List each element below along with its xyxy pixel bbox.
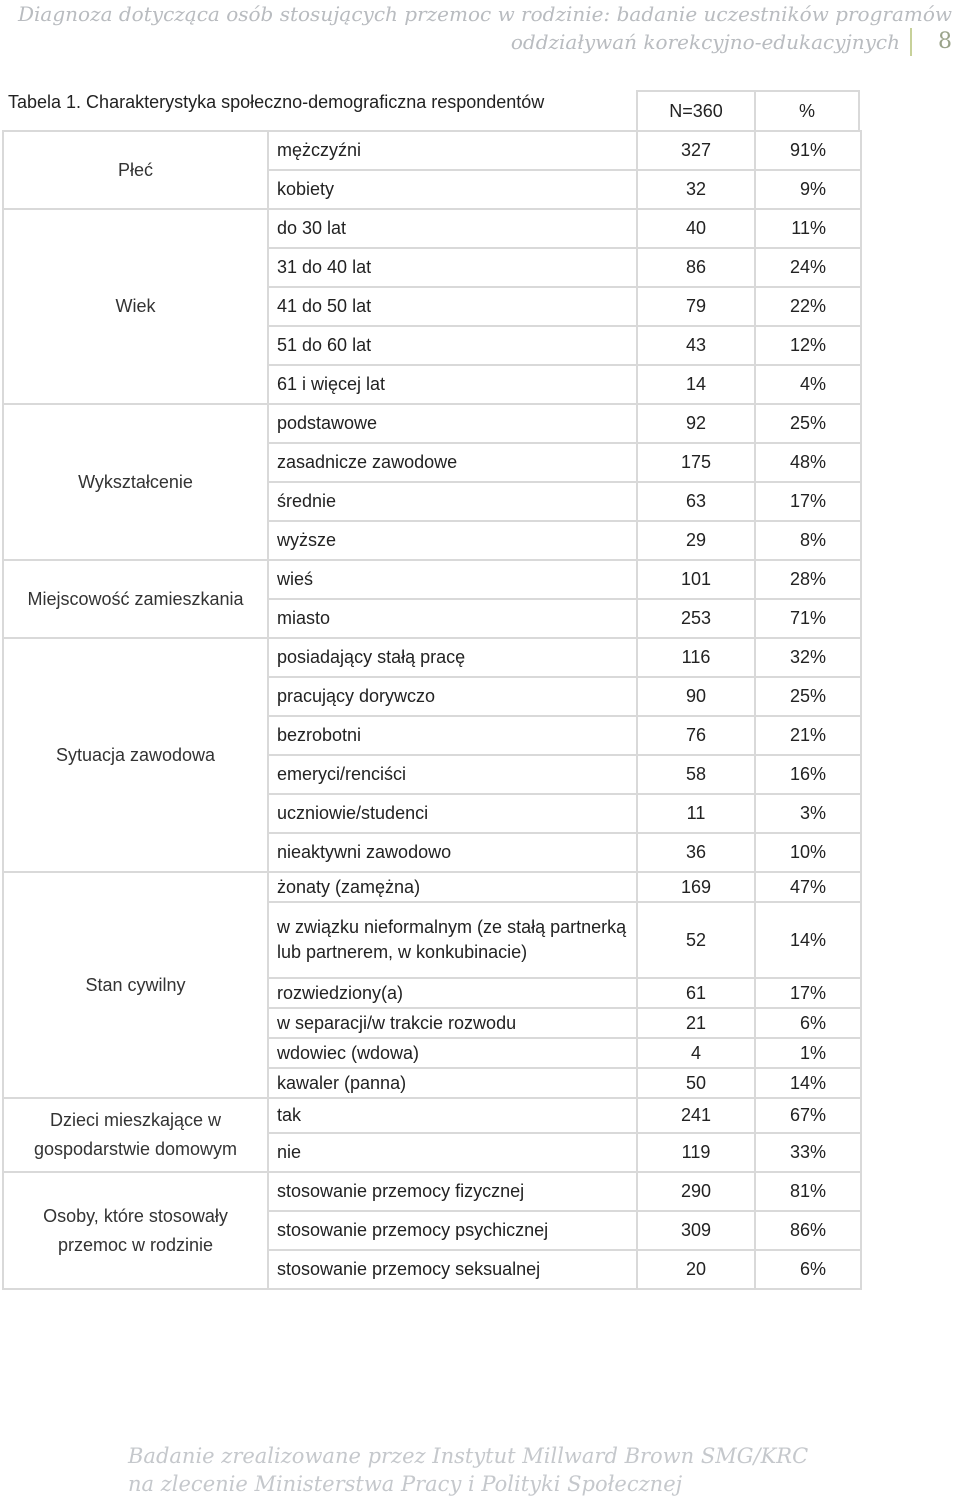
table-row [3,1172,861,1211]
page-footer [128,1442,808,1498]
count-cell: 119 [637,1133,755,1172]
count-cell: 21 [637,1008,755,1038]
count-cell: 4 [637,1038,755,1068]
count-cell: 43 [637,326,755,365]
count-cell: 36 [637,833,755,872]
table-row [3,560,861,599]
table-row [3,1098,861,1133]
percent-cell: 10% [755,833,861,872]
count-cell: 86 [637,248,755,287]
percent-cell: 17% [755,978,861,1008]
count-cell: 11 [637,794,755,833]
percent-cell: 3% [755,794,861,833]
category-cell: stosowanie przemocy fizycznej [268,1172,637,1211]
column-header-percent: % [754,90,860,130]
category-cell: mężczyźni [268,131,637,170]
percent-cell: 11% [755,209,861,248]
category-cell: pracujący dorywczo [268,677,637,716]
percent-cell: 81% [755,1172,861,1211]
category-cell: emeryci/renciści [268,755,637,794]
group-label: Wykształcenie [3,404,268,560]
category-cell: średnie [268,482,637,521]
count-cell: 58 [637,755,755,794]
percent-cell: 4% [755,365,861,404]
header-title-line1: Diagnoza dotycząca osób stosujących przemoc w rodzinie: badanie uczestników programów [17,2,952,26]
percent-cell: 24% [755,248,861,287]
group-label: Osoby, które stosowały przemoc w rodzinie [3,1172,268,1289]
category-cell: stosowanie przemocy seksualnej [268,1250,637,1289]
category-cell: 61 i więcej lat [268,365,637,404]
group-label: Dzieci mieszkające w gospodarstwie domowym [3,1098,268,1172]
page-number: 8 [910,28,952,56]
header-title-line2: oddziaływań korekcyjno-edukacyjnych [510,30,900,54]
count-cell: 61 [637,978,755,1008]
table-row [3,131,861,170]
table-column-headers [636,90,860,130]
count-cell: 76 [637,716,755,755]
percent-cell: 22% [755,287,861,326]
count-cell: 169 [637,872,755,902]
count-cell: 14 [637,365,755,404]
count-cell: 52 [637,902,755,978]
column-header-n: N=360 [636,90,754,130]
category-cell: zasadnicze zawodowe [268,443,637,482]
category-cell: 51 do 60 lat [268,326,637,365]
table-body [3,131,861,1289]
category-cell: posiadający stałą pracę [268,638,637,677]
count-cell: 90 [637,677,755,716]
count-cell: 175 [637,443,755,482]
percent-cell: 67% [755,1098,861,1133]
table-row [3,209,861,248]
category-cell: 31 do 40 lat [268,248,637,287]
running-header [18,0,952,56]
percent-cell: 71% [755,599,861,638]
count-cell: 32 [637,170,755,209]
footer-line1: Badanie zrealizowane przez Instytut Millward Brown SMG/KRC [128,1444,809,1468]
table-row [3,404,861,443]
percent-cell: 21% [755,716,861,755]
table-row [3,638,861,677]
category-cell: uczniowie/studenci [268,794,637,833]
category-cell: nieaktywni zawodowo [268,833,637,872]
count-cell: 101 [637,560,755,599]
group-label: Miejscowość zamieszkania [3,560,268,638]
demographics-table [2,130,862,1290]
category-cell: wyższe [268,521,637,560]
count-cell: 309 [637,1211,755,1250]
category-cell: wdowiec (wdowa) [268,1038,637,1068]
percent-cell: 12% [755,326,861,365]
percent-cell: 86% [755,1211,861,1250]
percent-cell: 47% [755,872,861,902]
percent-cell: 6% [755,1250,861,1289]
percent-cell: 48% [755,443,861,482]
count-cell: 241 [637,1098,755,1133]
table-row [3,872,861,902]
percent-cell: 25% [755,404,861,443]
category-cell: bezrobotni [268,716,637,755]
percent-cell: 6% [755,1008,861,1038]
category-cell: w separacji/w trakcie rozwodu [268,1008,637,1038]
footer-line2: na zlecenie Ministerstwa Pracy i Polityki Społecznej [128,1472,683,1496]
category-cell: miasto [268,599,637,638]
category-cell: tak [268,1098,637,1133]
percent-cell: 17% [755,482,861,521]
group-label: Wiek [3,209,268,404]
count-cell: 63 [637,482,755,521]
count-cell: 92 [637,404,755,443]
count-cell: 50 [637,1068,755,1098]
percent-cell: 16% [755,755,861,794]
category-cell: kawaler (panna) [268,1068,637,1098]
category-cell: w związku nieformalnym (ze stałą partnerką lub partnerem, w konkubinacie) [268,902,637,978]
group-label: Sytuacja zawodowa [3,638,268,872]
percent-cell: 1% [755,1038,861,1068]
count-cell: 253 [637,599,755,638]
count-cell: 40 [637,209,755,248]
count-cell: 29 [637,521,755,560]
percent-cell: 33% [755,1133,861,1172]
count-cell: 116 [637,638,755,677]
percent-cell: 25% [755,677,861,716]
percent-cell: 9% [755,170,861,209]
percent-cell: 8% [755,521,861,560]
count-cell: 290 [637,1172,755,1211]
percent-cell: 32% [755,638,861,677]
category-cell: podstawowe [268,404,637,443]
count-cell: 327 [637,131,755,170]
percent-cell: 14% [755,902,861,978]
category-cell: stosowanie przemocy psychicznej [268,1211,637,1250]
table-caption: Tabela 1. Charakterystyka społeczno-demograficzna respondentów [8,92,545,112]
category-cell: do 30 lat [268,209,637,248]
category-cell: nie [268,1133,637,1172]
category-cell: żonaty (zamężna) [268,872,637,902]
group-label: Płeć [3,131,268,209]
count-cell: 79 [637,287,755,326]
category-cell: wieś [268,560,637,599]
category-cell: 41 do 50 lat [268,287,637,326]
percent-cell: 28% [755,560,861,599]
group-label: Stan cywilny [3,872,268,1098]
percent-cell: 91% [755,131,861,170]
count-cell: 20 [637,1250,755,1289]
percent-cell: 14% [755,1068,861,1098]
category-cell: kobiety [268,170,637,209]
category-cell: rozwiedziony(a) [268,978,637,1008]
